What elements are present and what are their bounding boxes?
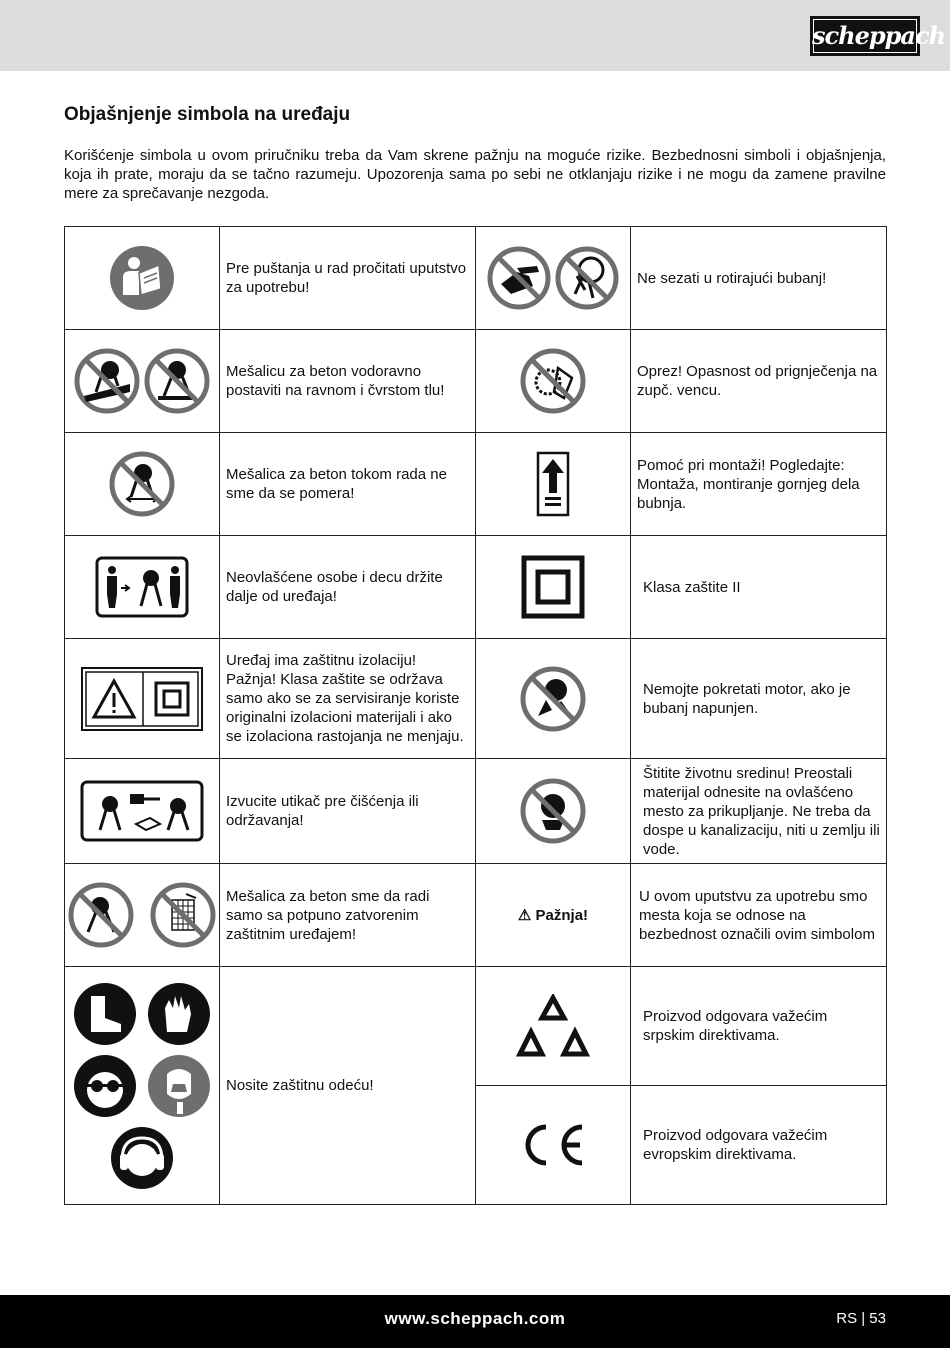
read-manual-icon <box>109 245 175 311</box>
symbols-table <box>64 226 887 1205</box>
page-number: RS | 53 <box>836 1310 886 1327</box>
level-ground-icon <box>144 348 210 414</box>
table-row <box>65 967 887 1086</box>
unplug-before-cleaning-icon <box>80 780 204 842</box>
symbol-cell <box>65 227 220 330</box>
symbol-description: Neovlašćene osobe i decu držite dalje od uređaja! <box>220 536 476 639</box>
symbol-cell <box>476 639 631 759</box>
footer-bar <box>0 1295 950 1348</box>
table-row <box>65 536 887 639</box>
symbol-cell <box>476 967 631 1086</box>
symbol-cell <box>476 1086 631 1205</box>
protection-class-ii-icon <box>521 555 585 619</box>
symbol-description: Mešalica za beton sme da radi samo sa potpuno zatvorenim zaštitnim uređajem! <box>220 864 476 967</box>
protect-environment-icon <box>520 778 586 844</box>
symbol-cell <box>65 864 220 967</box>
symbol-description: Pomoć pri montaži! Pogledajte: Montaža, montiranje gornjeg dela bubnja. <box>631 433 887 536</box>
symbol-description: Proizvod odgovara važećim srpskim direktivama. <box>631 967 887 1086</box>
symbol-description: Oprez! Opasnost od prignječenja na zupč. vencu. <box>631 330 887 433</box>
symbol-cell <box>476 759 631 864</box>
closed-guard-grid-icon <box>150 882 216 948</box>
symbol-description: U ovom uputstvu za upotrebu smo mesta koja se odnose na bezbednost označili ovim simbolom <box>631 864 887 967</box>
symbol-cell <box>65 433 220 536</box>
symbol-description: Nemojte pokretati motor, ako je bubanj napunjen. <box>631 639 887 759</box>
symbol-description: Proizvod odgovara važećim evropskim direktivama. <box>631 1086 887 1205</box>
insulation-warning-icon <box>81 667 203 731</box>
table-row <box>65 227 887 330</box>
symbol-cell <box>476 433 631 536</box>
symbol-cell <box>65 759 220 864</box>
symbol-description: Izvucite utikač pre čišćenja ili održavanja! <box>220 759 476 864</box>
symbol-description: Nosite zaštitnu odeću! <box>220 967 476 1205</box>
symbol-description: Klasa zaštite II <box>631 536 887 639</box>
symbol-cell <box>65 639 220 759</box>
symbol-cell <box>476 330 631 433</box>
symbol-description: Štitite životnu sredinu! Preostali materijal odnesite na ovlašćeno mesto za prikupljanje. Ne treba da dospe u kanalizaciju, niti u zemlju ili vode. <box>631 759 887 864</box>
symbol-description: Uređaj ima zaštitnu izolaciju! Pažnja! Klasa zaštite se održava samo ako se za servisiranje koriste originalni izolacioni materijali i ako se izolaciona rastojanja ne menjaju. <box>220 639 476 759</box>
ear-protection-icon <box>110 1126 174 1190</box>
symbol-cell <box>65 330 220 433</box>
header-bar <box>0 0 950 71</box>
no-moving-mixer-icon <box>109 451 175 517</box>
serbian-conformity-mark-icon <box>516 994 590 1058</box>
page-title: Objašnjenje simbola na uređaju <box>64 104 351 125</box>
safety-gloves-icon <box>147 982 211 1046</box>
dust-mask-icon <box>147 1054 211 1118</box>
table-row <box>65 433 887 536</box>
attention-label: ⚠ Pažnja! <box>517 906 589 924</box>
no-open-guard-icon <box>68 882 134 948</box>
safety-boots-icon <box>73 982 137 1046</box>
crush-hazard-gear-icon <box>520 348 586 414</box>
no-reach-drum-icon <box>487 246 551 310</box>
symbol-description: Pre puštanja u rad pročitati uputstvo za upotrebu! <box>220 227 476 330</box>
symbol-cell <box>476 227 631 330</box>
no-start-filled-drum-icon <box>520 666 586 732</box>
symbol-description: Mešalicu za beton vodoravno postaviti na ravnom i čvrstom tlu! <box>220 330 476 433</box>
brand-logo: scheppach <box>810 16 920 56</box>
table-row <box>65 639 887 759</box>
symbol-description: Ne sezati u rotirajući bubanj! <box>631 227 887 330</box>
intro-paragraph: Korišćenje simbola u ovom priručniku treba da Vam skrene pažnju na moguće rizike. Bezbednosni simboli i objašnjenja, koja ih prate, moraju da se tačno razumeju. Upozorenja sama po sebi ne otklanjaju rizike i ne mogu da zamene pravilne mere za sprečavanje nezgoda. <box>64 147 886 202</box>
symbol-description: Mešalica za beton tokom rada ne sme da se pomera! <box>220 433 476 536</box>
table-row <box>65 864 887 967</box>
table-row <box>65 330 887 433</box>
keep-distance-icon <box>95 556 189 618</box>
no-reach-drum-icon <box>555 246 619 310</box>
table-row <box>65 759 887 864</box>
assembly-arrow-icon <box>536 451 570 517</box>
safety-goggles-icon <box>73 1054 137 1118</box>
website-url: www.scheppach.com <box>384 1309 566 1328</box>
symbol-cell <box>476 864 631 967</box>
symbol-cell <box>476 536 631 639</box>
symbol-cell <box>65 536 220 639</box>
level-ground-icon <box>74 348 140 414</box>
ce-mark-icon <box>520 1121 586 1169</box>
symbol-cell <box>65 967 220 1205</box>
